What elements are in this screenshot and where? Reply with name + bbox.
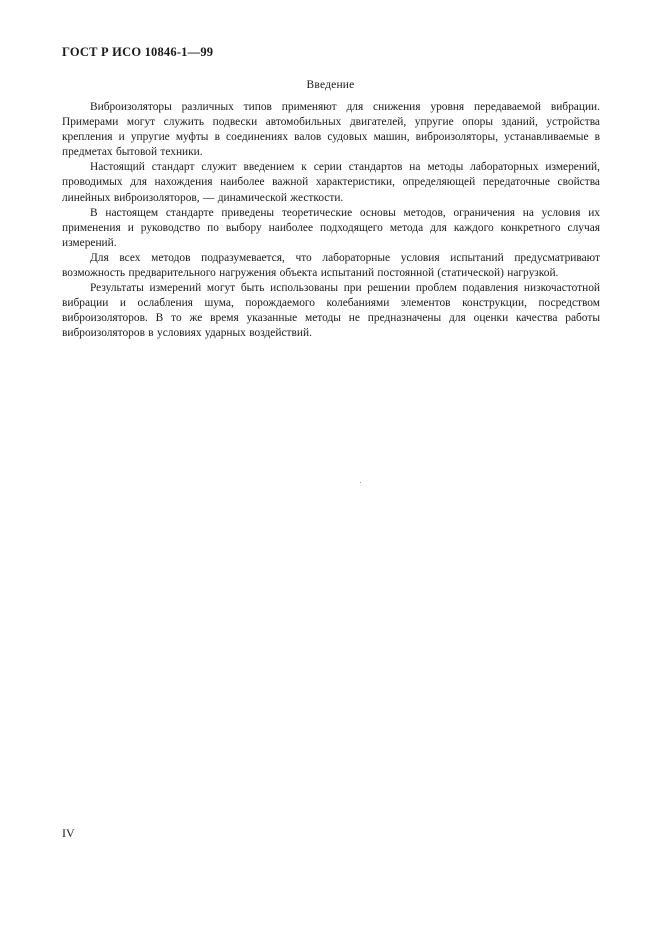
- paragraph-5: Результаты измерений могут быть использованы при решении проблем подавления низкочастотной вибрации и ослабления шума, порождаемого колебаниями элементов конструкции, посредством виброизоляторов. В то же время указанные методы не предназначены для оценки качества работы виброизоляторов в условиях ударных воздействий.: [62, 282, 600, 340]
- paragraph-2: Настоящий стандарт служит введением к серии стандартов на методы лабораторных измерений, проводимых для нахождения наиболее важной характеристики, определяющей передаточные свойства линейных виброизоляторов, — динамической жесткости.: [62, 161, 600, 204]
- scan-speck: [360, 482, 361, 483]
- section-title: Введение: [306, 79, 355, 91]
- paragraph-3: В настоящем стандарте приведены теоретические основы методов, ограничения на условия их применения и руководство по выбору наиболее подходящего метода для каждого конкретного случая измерений.: [62, 206, 600, 249]
- introduction-body: [62, 100, 600, 342]
- paragraph-1: Виброизоляторы различных типов применяют для снижения уровня передаваемой вибрации. Примерами могут служить подвески автомобильных двигателей, упругие опоры зданий, устройства крепления и упругие муфты в соединениях валов судовых машин, виброизоляторы, устанавливаемые в предметах бытовой техники.: [62, 101, 600, 159]
- page-number: IV: [62, 826, 75, 840]
- paragraph-4: Для всех методов подразумевается, что лабораторные условия испытаний предусматривают возможность предварительного нагружения объекта испытаний постоянной (статической) нагрузкой.: [62, 251, 600, 280]
- document-code-header: ГОСТ Р ИСО 10846-1—99: [62, 45, 214, 59]
